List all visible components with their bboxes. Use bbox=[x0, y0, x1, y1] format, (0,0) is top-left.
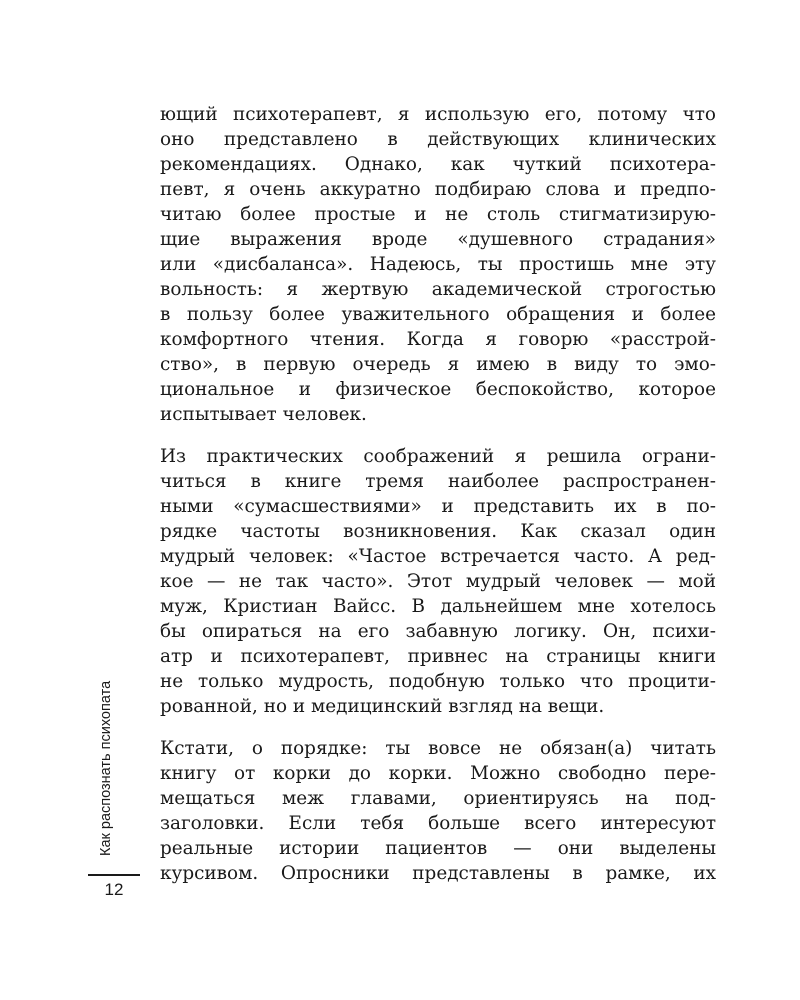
text-line: комфортного чтения. Когда я говорю «расстрой- bbox=[160, 329, 716, 350]
text-line: или «дисбаланса». Надеюсь, ты простишь мне эту bbox=[160, 254, 716, 275]
paragraph-1 bbox=[160, 102, 716, 427]
text-line: мудрый человек: «Частое встречается часто. А ред- bbox=[160, 546, 716, 567]
text-line: вольность: я жертвую академической строгостью bbox=[160, 279, 716, 300]
text-line: не только мудрость, подобную только что процити- bbox=[160, 671, 716, 692]
text-line: циональное и физическое беспокойство, которое bbox=[160, 379, 716, 400]
body-text bbox=[160, 102, 716, 903]
paragraph-2 bbox=[160, 444, 716, 719]
text-line: ными «сумасшествиями» и представить их в по- bbox=[160, 496, 716, 517]
text-line: рованной, но и медицинский взгляд на вещи. bbox=[160, 696, 605, 717]
text-line: читься в книге тремя наиболее распространен- bbox=[160, 471, 716, 492]
running-head: Как распознать психопата bbox=[98, 680, 114, 856]
text-line: рядке частоты возникновения. Как сказал один bbox=[160, 521, 716, 542]
page-number: 12 bbox=[104, 880, 124, 899]
text-line: певт, я очень аккуратно подбираю слова и предпо- bbox=[160, 179, 716, 200]
text-line: щие выражения вроде «душевного страдания» bbox=[160, 229, 716, 250]
text-line: заголовки. Если тебя больше всего интересуют bbox=[160, 813, 716, 834]
text-line: курсивом. Опросники представлены в рамке, их bbox=[160, 863, 716, 884]
text-line: ство», в первую очередь я имею в виду то эмо- bbox=[160, 354, 716, 375]
text-line: в пользу более уважительного обращения и более bbox=[160, 304, 716, 325]
text-line: испытывает человек. bbox=[160, 404, 367, 425]
text-line: ющий психотерапевт, я использую его, потому что bbox=[160, 104, 716, 125]
text-line: муж, Кристиан Вайсс. В дальнейшем мне хотелось bbox=[160, 596, 716, 617]
text-line: рекомендациях. Однако, как чуткий психотера- bbox=[160, 154, 716, 175]
text-line: атр и психотерапевт, привнес на страницы книги bbox=[160, 646, 716, 667]
page-margin-sidebar bbox=[88, 668, 140, 908]
text-line: Из практических соображений я решила ограни- bbox=[160, 446, 716, 467]
text-line: Кстати, о порядке: ты вовсе не обязан(а) читать bbox=[160, 738, 716, 759]
folio-divider bbox=[88, 874, 140, 876]
text-line: книгу от корки до корки. Можно свободно пере- bbox=[160, 763, 716, 784]
text-line: бы опираться на его забавную логику. Он, психи- bbox=[160, 621, 716, 642]
text-line: реальные истории пациентов — они выделены bbox=[160, 838, 716, 859]
text-line: кое — не так часто». Этот мудрый человек — мой bbox=[160, 571, 716, 592]
text-line: оно представлено в действующих клинических bbox=[160, 129, 716, 150]
text-line: мещаться меж главами, ориентируясь на под- bbox=[160, 788, 716, 809]
paragraph-3 bbox=[160, 736, 716, 886]
text-line: читаю более простые и не столь стигматизирую- bbox=[160, 204, 716, 225]
